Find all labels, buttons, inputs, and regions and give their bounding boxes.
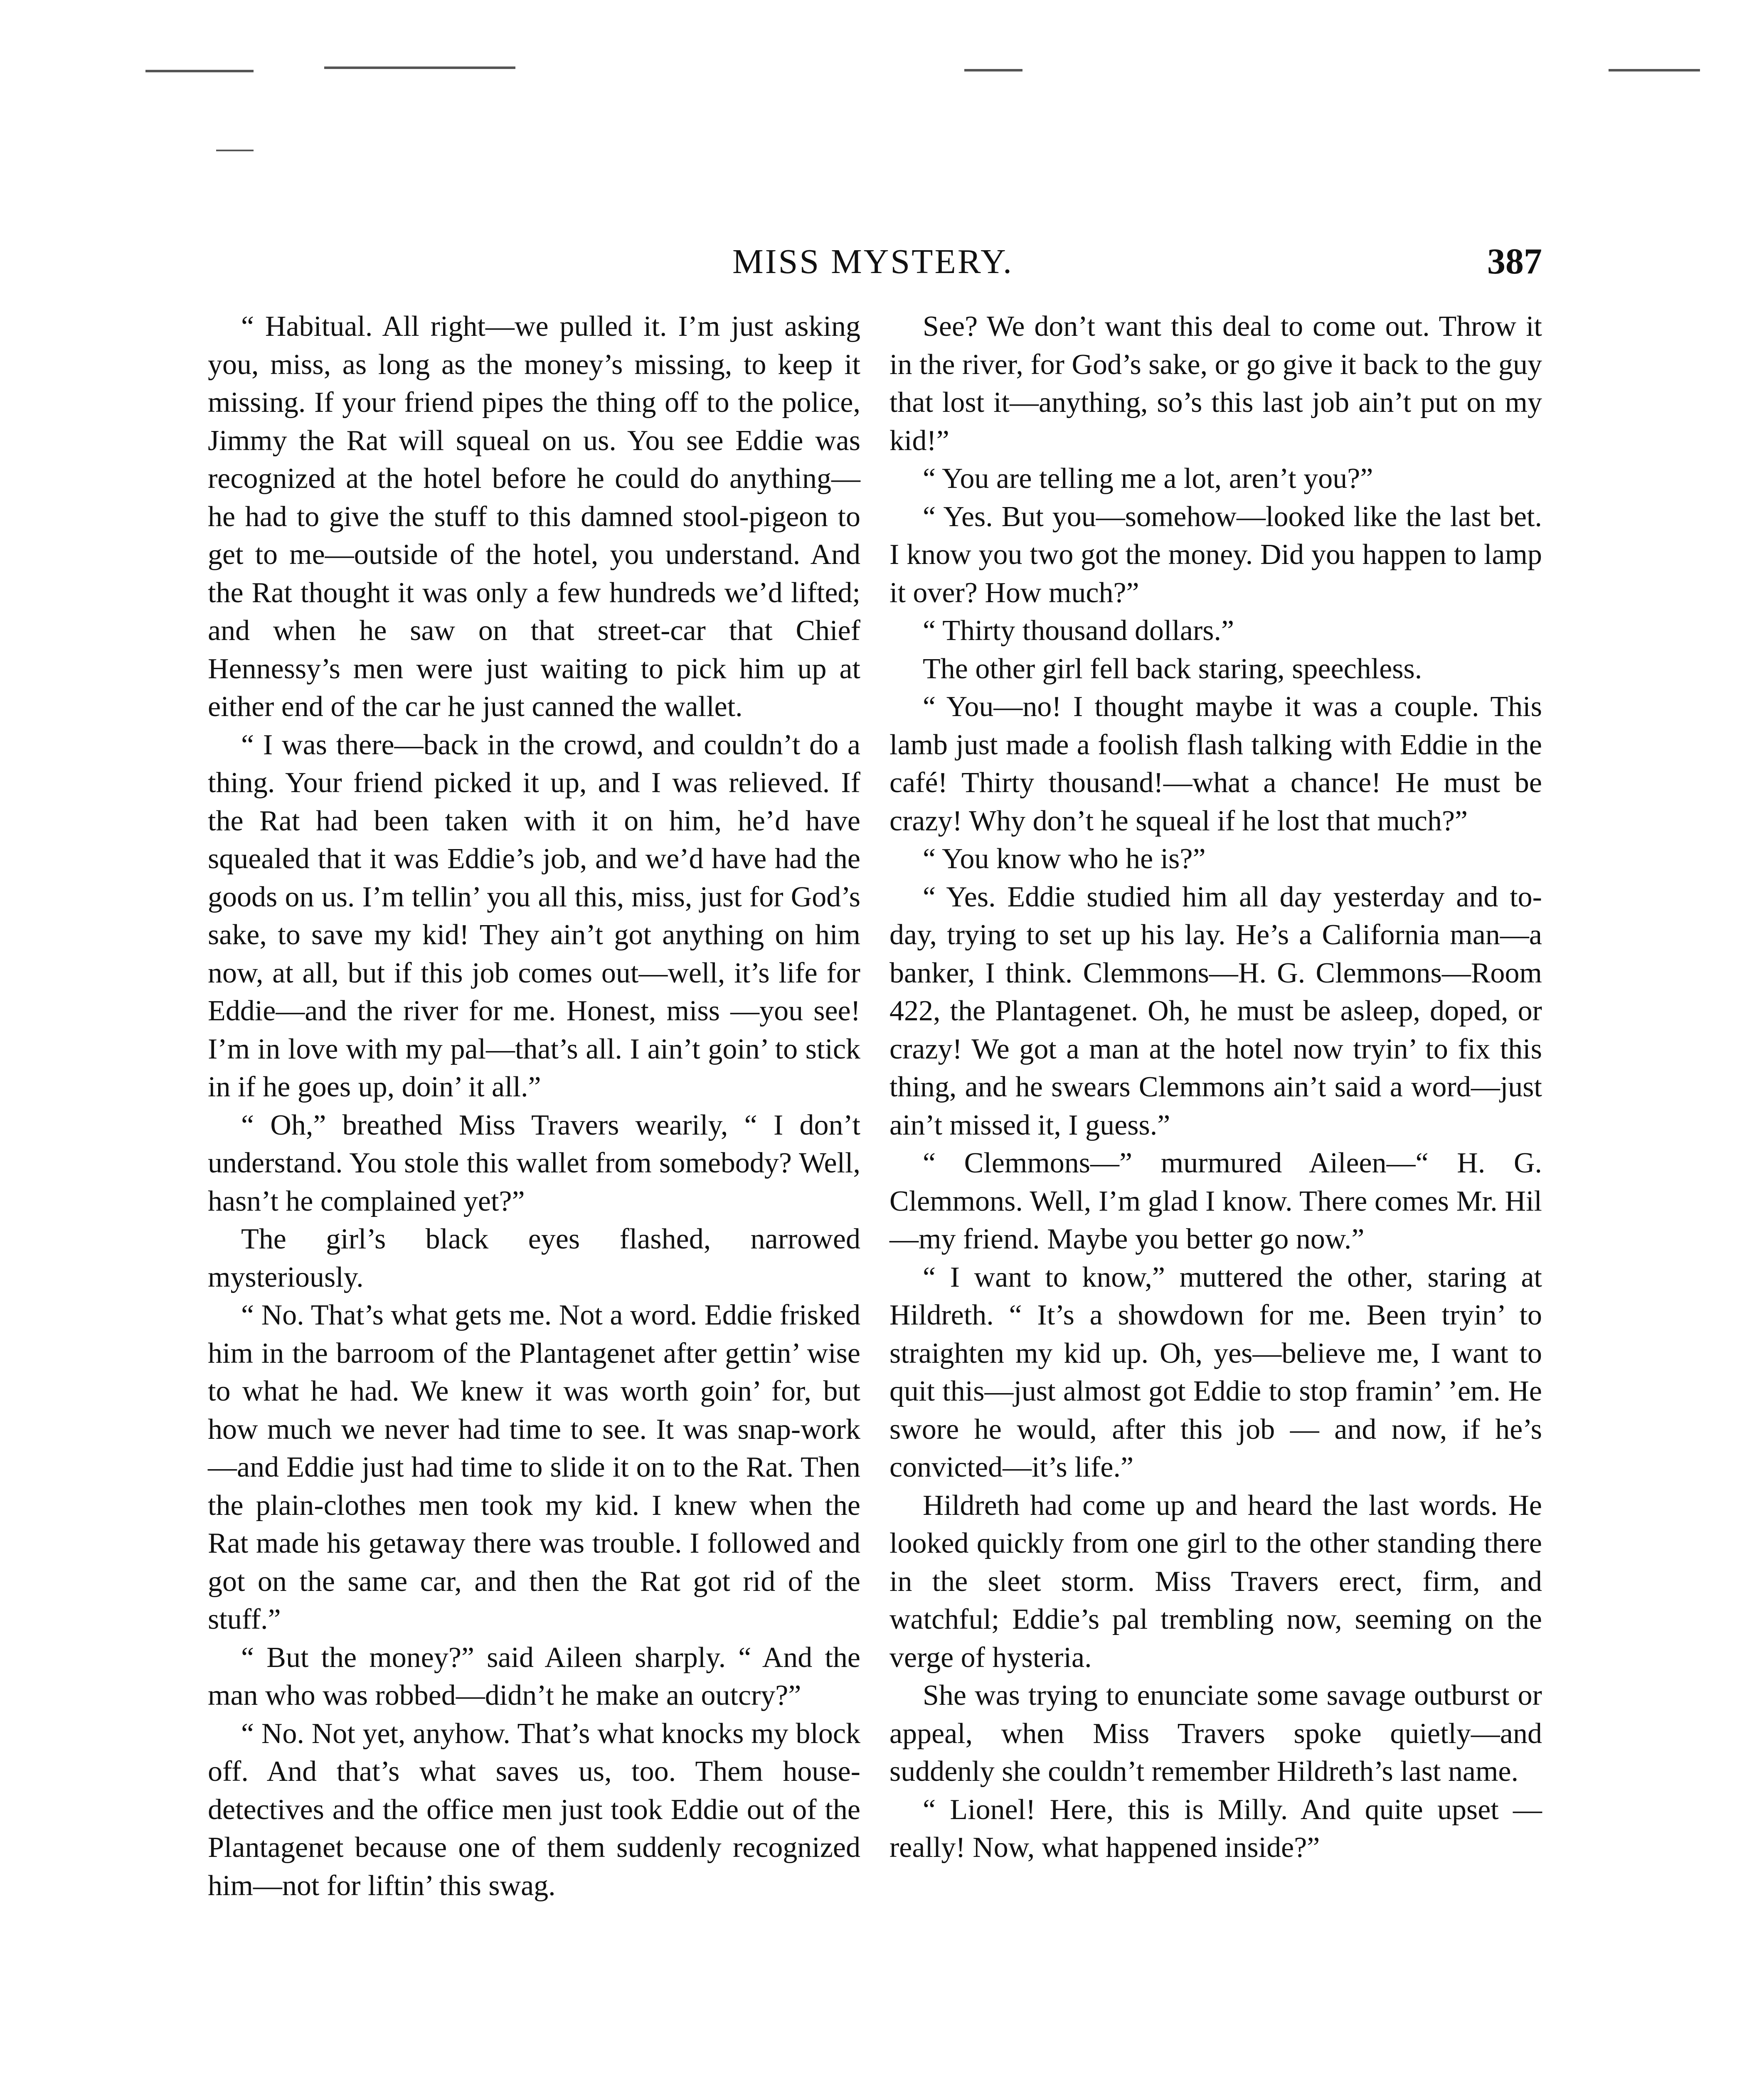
paragraph: See? We don’t want this deal to come out. Throw it in the river, for God’s sake, or go give it back to the guy that lost it—anything, so’s this last job ain’t put on my kid!”	[889, 310, 1542, 457]
paragraph: “ Thirty thousand dollars.”	[923, 615, 1234, 647]
scan-mark	[964, 69, 1022, 71]
paragraph: “ You—no! I thought maybe it was a couple. This lamb just made a foolish flash talking with Eddie in the café! Thirty thousand!—what a chance! He must be crazy! Why don’t he squeal if he lost that much?”	[889, 691, 1542, 837]
paragraph: “ I was there—back in the crowd, and couldn’t do a thing. Your friend picked it up, and I was relieved. If the Rat had been taken with it on him, he’d have squealed that it was Eddie’s job, and we’d have had the goods on us. I’m tellin’ you all this, miss, just for God’s sake, to save my kid! They ain’t got anything on him now, at all, but if this job comes out—well, it’s life for Eddie—and the river for me. Honest, miss —you see! I’m in love with my pal—that’s all. I ain’t goin’ to stick in if he goes up, doin’ it all.”	[208, 729, 860, 1103]
scan-mark	[145, 70, 254, 72]
paragraph: The girl’s black eyes flashed, narrowed mysteriously.	[208, 1223, 860, 1293]
paragraph: “ But the money?” said Aileen sharply. “ And the man who was robbed—didn’t he make an outcry?”	[208, 1641, 860, 1711]
paragraph: She was trying to enunciate some savage outburst or appeal, when Miss Travers spoke quietly—and suddenly she couldn’t remember Hildreth’s last name.	[889, 1679, 1542, 1787]
paragraph: “ You know who he is?”	[923, 843, 1206, 875]
paragraph: “ Clemmons—” murmured Aileen—“ H. G. Clemmons. Well, I’m glad I know. There comes Mr. Hil—my friend. Maybe you better go now.”	[889, 1147, 1542, 1255]
paragraph: “ Yes. Eddie studied him all day yesterday and to-day, trying to set up his lay. He’s a California man—a banker, I think. Clemmons—H. G. Clemmons—Room 422, the Plantagenet. Oh, he must be asleep, doped, or crazy! We got a man at the hotel now tryin’ to fix this thing, and he swears Clemmons ain’t said a word—just ain’t missed it, I guess.”	[889, 881, 1542, 1141]
paragraph: “ No. Not yet, anyhow. That’s what knocks my block off. And that’s what saves us, too. Them house-detectives and the office men just took Eddie out of the Plantagenet because one of them suddenly recognized him—not for liftin’ this swag.	[208, 1717, 860, 1902]
left-column	[208, 308, 860, 1905]
right-column	[889, 308, 1542, 1867]
page-number: 387	[1487, 241, 1542, 282]
page-header	[204, 239, 1542, 285]
scan-mark	[1609, 69, 1700, 71]
scan-mark	[324, 66, 515, 69]
paragraph: “ Habitual. All right—we pulled it. I’m just asking you, miss, as long as the money’s missing, to keep it missing. If your friend pipes the thing off to the police, Jimmy the Rat will squeal on us. You see Eddie was recognized at the hotel before he could do anything—he had to give the stuff to this damned stool-pigeon to get to me—outside of the hotel, you understand. And the Rat thought it was only a few hundreds we’d lifted; and when he saw on that street-car that Chief Hennessy’s men were just waiting to pick him up at either end of the car he just canned the wallet.	[208, 310, 860, 723]
scan-mark	[216, 150, 254, 151]
paragraph: “ I want to know,” muttered the other, staring at Hildreth. “ It’s a showdown for me. Been tryin’ to straighten my kid up. Oh, yes—believe me, I want to quit this—just almost got Eddie to stop framin’ ’em. He swore he would, after this job — and now, if he’s convicted—it’s life.”	[889, 1261, 1542, 1483]
paragraph: “ No. That’s what gets me. Not a word. Eddie frisked him in the barroom of the Plantagenet after gettin’ wise to what he had. We knew it was worth goin’ for, but how much we never had time to see. It was snap-work—and Eddie just had time to slide it on to the Rat. Then the plain-clothes men took my kid. I knew when the Rat made his getaway there was trouble. I followed and got on the same car, and then the Rat got rid of the stuff.”	[208, 1299, 860, 1635]
paragraph: Hildreth had come up and heard the last words. He looked quickly from one girl to the other standing there in the sleet storm. Miss Travers erect, firm, and watchful; Eddie’s pal trembling now, seeming on the verge of hysteria.	[889, 1489, 1542, 1674]
paragraph: “ Lionel! Here, this is Milly. And quite upset — really! Now, what happened inside?”	[889, 1793, 1542, 1864]
paragraph: “ Yes. But you—somehow—looked like the last bet. I know you two got the money. Did you happen to lamp it over? How much?”	[889, 500, 1542, 609]
running-title: MISS MYSTERY.	[732, 242, 1013, 281]
paragraph: “ You are telling me a lot, aren’t you?”	[923, 463, 1373, 495]
paragraph: The other girl fell back staring, speechless.	[923, 652, 1422, 685]
paragraph: “ Oh,” breathed Miss Travers wearily, “ I don’t understand. You stole this wallet from somebody? Well, hasn’t he complained yet?”	[208, 1109, 860, 1217]
